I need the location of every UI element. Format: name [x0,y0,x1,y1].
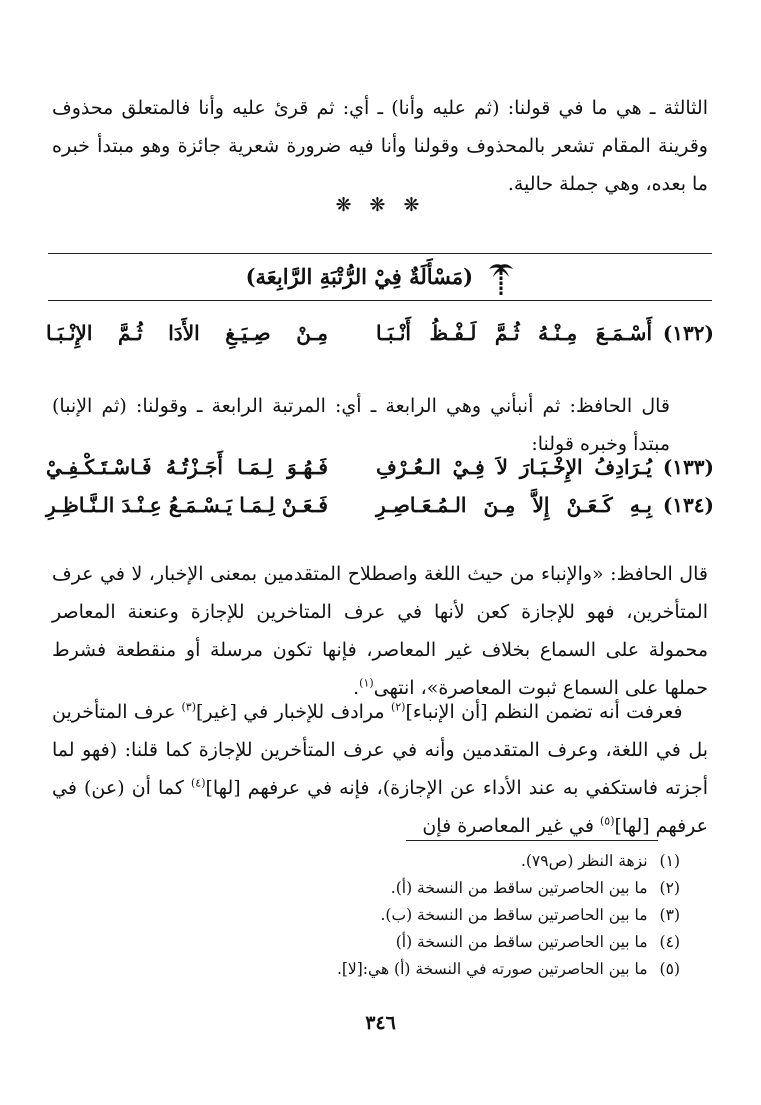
footnote-number: (٣) [659,906,680,924]
footnote-number: (٢) [659,879,680,897]
verse-second-hemistich: فَـعَـنْ لِـمَـا يَـسْـمَـعُ عِـنْـدَ الـنَّـاظِـرِ [46,493,328,517]
footnote-item [80,902,680,929]
section-heading [48,258,712,297]
verse-number: (١٣٤) [662,493,714,517]
verse-133 [46,448,714,486]
footnote-ref: (١) [359,676,374,690]
paragraph-explanation [52,693,708,845]
footnote-number: (١) [659,852,680,870]
text-segment: في غير المعاصرة فإن [422,815,600,837]
verse-first-hemistich: أَسْـمَـعَ مِـنْـهُ ثُـمَّ لَـفْـظُ أَنْـبَـا [376,321,652,345]
quote-text: قال الحافظ: «والإنباء من حيث اللغة واصطلاح المتقدمين بمعنى الإخبار، لا في عرف المتأخرين، فهو للإجازة كعن لأنها في عرف المتاخرين للإجازة وعنعنة المعاصر محمولة على السماع بخلاف غير المعاصر، فإنها تكون مرسلة أو منقطعة فشرط حملها على السماع ثبوت المعاصرة»، انتهى [52,563,708,699]
page-number: ٣٤٦ [365,1012,396,1034]
footnote-text: ما بين الحاصرتين ساقط من النسخة (ب). [380,906,648,924]
footnote-item [80,848,680,875]
footnote-ref: (٥) [599,814,615,828]
footnotes-list [80,848,680,983]
footnote-text: ما بين الحاصرتين صورته في النسخة (أ) هي:[لا]. [336,960,648,978]
palm-ornament-icon [488,261,514,297]
verse-134 [46,486,714,524]
section-separator-stars: ❋ ❋ ❋ [335,194,426,216]
verse-second-hemistich: فَـهُـوَ لِـمَـا أَجَـزْتُـهُ فَـاسْـتَـكْـفِـيْ [46,455,328,479]
verse-first-hemistich: يُـرَادِفُ الإِخْـبَـارَ لاَ فِـيْ الـعُـرْفِ [376,455,652,479]
heading-bottom-rule [48,300,712,301]
footnote-text: ما بين الحاصرتين ساقط من النسخة (أ) [395,933,648,951]
footnote-number: (٤) [659,933,680,951]
footnote-ref: (٣) [181,700,196,714]
verse-first-hemistich: بِـهِ كَـعَـنْ إِلاَّ مِـنَ الـمُـعَـاصِـرِ [376,493,652,517]
text-segment: كما أن (عن) في عرفهم [لها] [52,777,708,837]
footnote-text: ما بين الحاصرتين ساقط من النسخة (أ). [390,879,648,897]
footnote-item [80,929,680,956]
footnote-item [80,956,680,983]
verse-number: (١٣٣) [662,455,714,479]
footnote-number: (٥) [659,960,680,978]
verse-number: (١٣٢) [662,321,714,345]
verse-second-hemistich: مِـنْ صِـيَـغِ الأَدَا ثُـمَّ الإِنْـبَـا [46,321,328,345]
text-segment: عرف المتأخرين بل في اللغة، وعرف المتقدمين وأنه في عرف المتأخرين للإجازة كما قلنا: (فهو لما أجزته فاستكفي به عند الأداء عن الإجازة)، فإنه في عرفهم [لها] [52,701,708,799]
footnote-separator [406,840,658,841]
footnote-ref: (٢) [390,700,406,714]
heading-top-rule [48,253,712,254]
paragraph-commentary-132: قال الحافظ: ثم أنبأني وهي الرابعة ـ أي: المرتبة الرابعة ـ وقولنا: (ثم الإنبا) مبتدأ وخبره قولنا: [52,395,670,455]
text-segment: فعرفت أنه تضمن النظم [أن الإنباء] [405,701,683,723]
verse-132 [46,314,714,352]
footnote-item [80,875,680,902]
paragraph-intro: الثالثة ـ هي ما في قولنا: (ثم عليه وأنا) ـ أي: ثم قرئ عليه وأنا فالمتعلق محذوف وقرينة المقام تشعر بالمحذوف وقولنا وأنا فيه ضرورة شعرية جائزة وهو مبتدأ خبره ما بعده، وهي جملة حالية. [52,97,708,195]
footnote-ref: (٤) [190,776,206,790]
section-heading-text: (مَسْأَلَةٌ فِيْ الرُّتْبَةِ الرَّابِعَة) [245,264,474,289]
text-segment: مرادف للإخبار في [غير] [195,701,391,723]
footnote-text: نزهة النظر (ص٧٩). [520,852,648,870]
paragraph-hafiz-quote: قال الحافظ: «والإنباء من حيث اللغة واصطلاح المتقدمين بمعنى الإخبار، لا في عرف المتأخرين، فهو للإجازة كعن لأنها في عرف المتاخرين للإجازة وعنعنة المعاصر محمولة على السماع بخلاف غير المعاصر، فإنها تكون مرسلة أو منقطعة فشرط حملها على السماع ثبوت المعاصرة»، انتهى$^{(١)}$. [52,563,708,699]
